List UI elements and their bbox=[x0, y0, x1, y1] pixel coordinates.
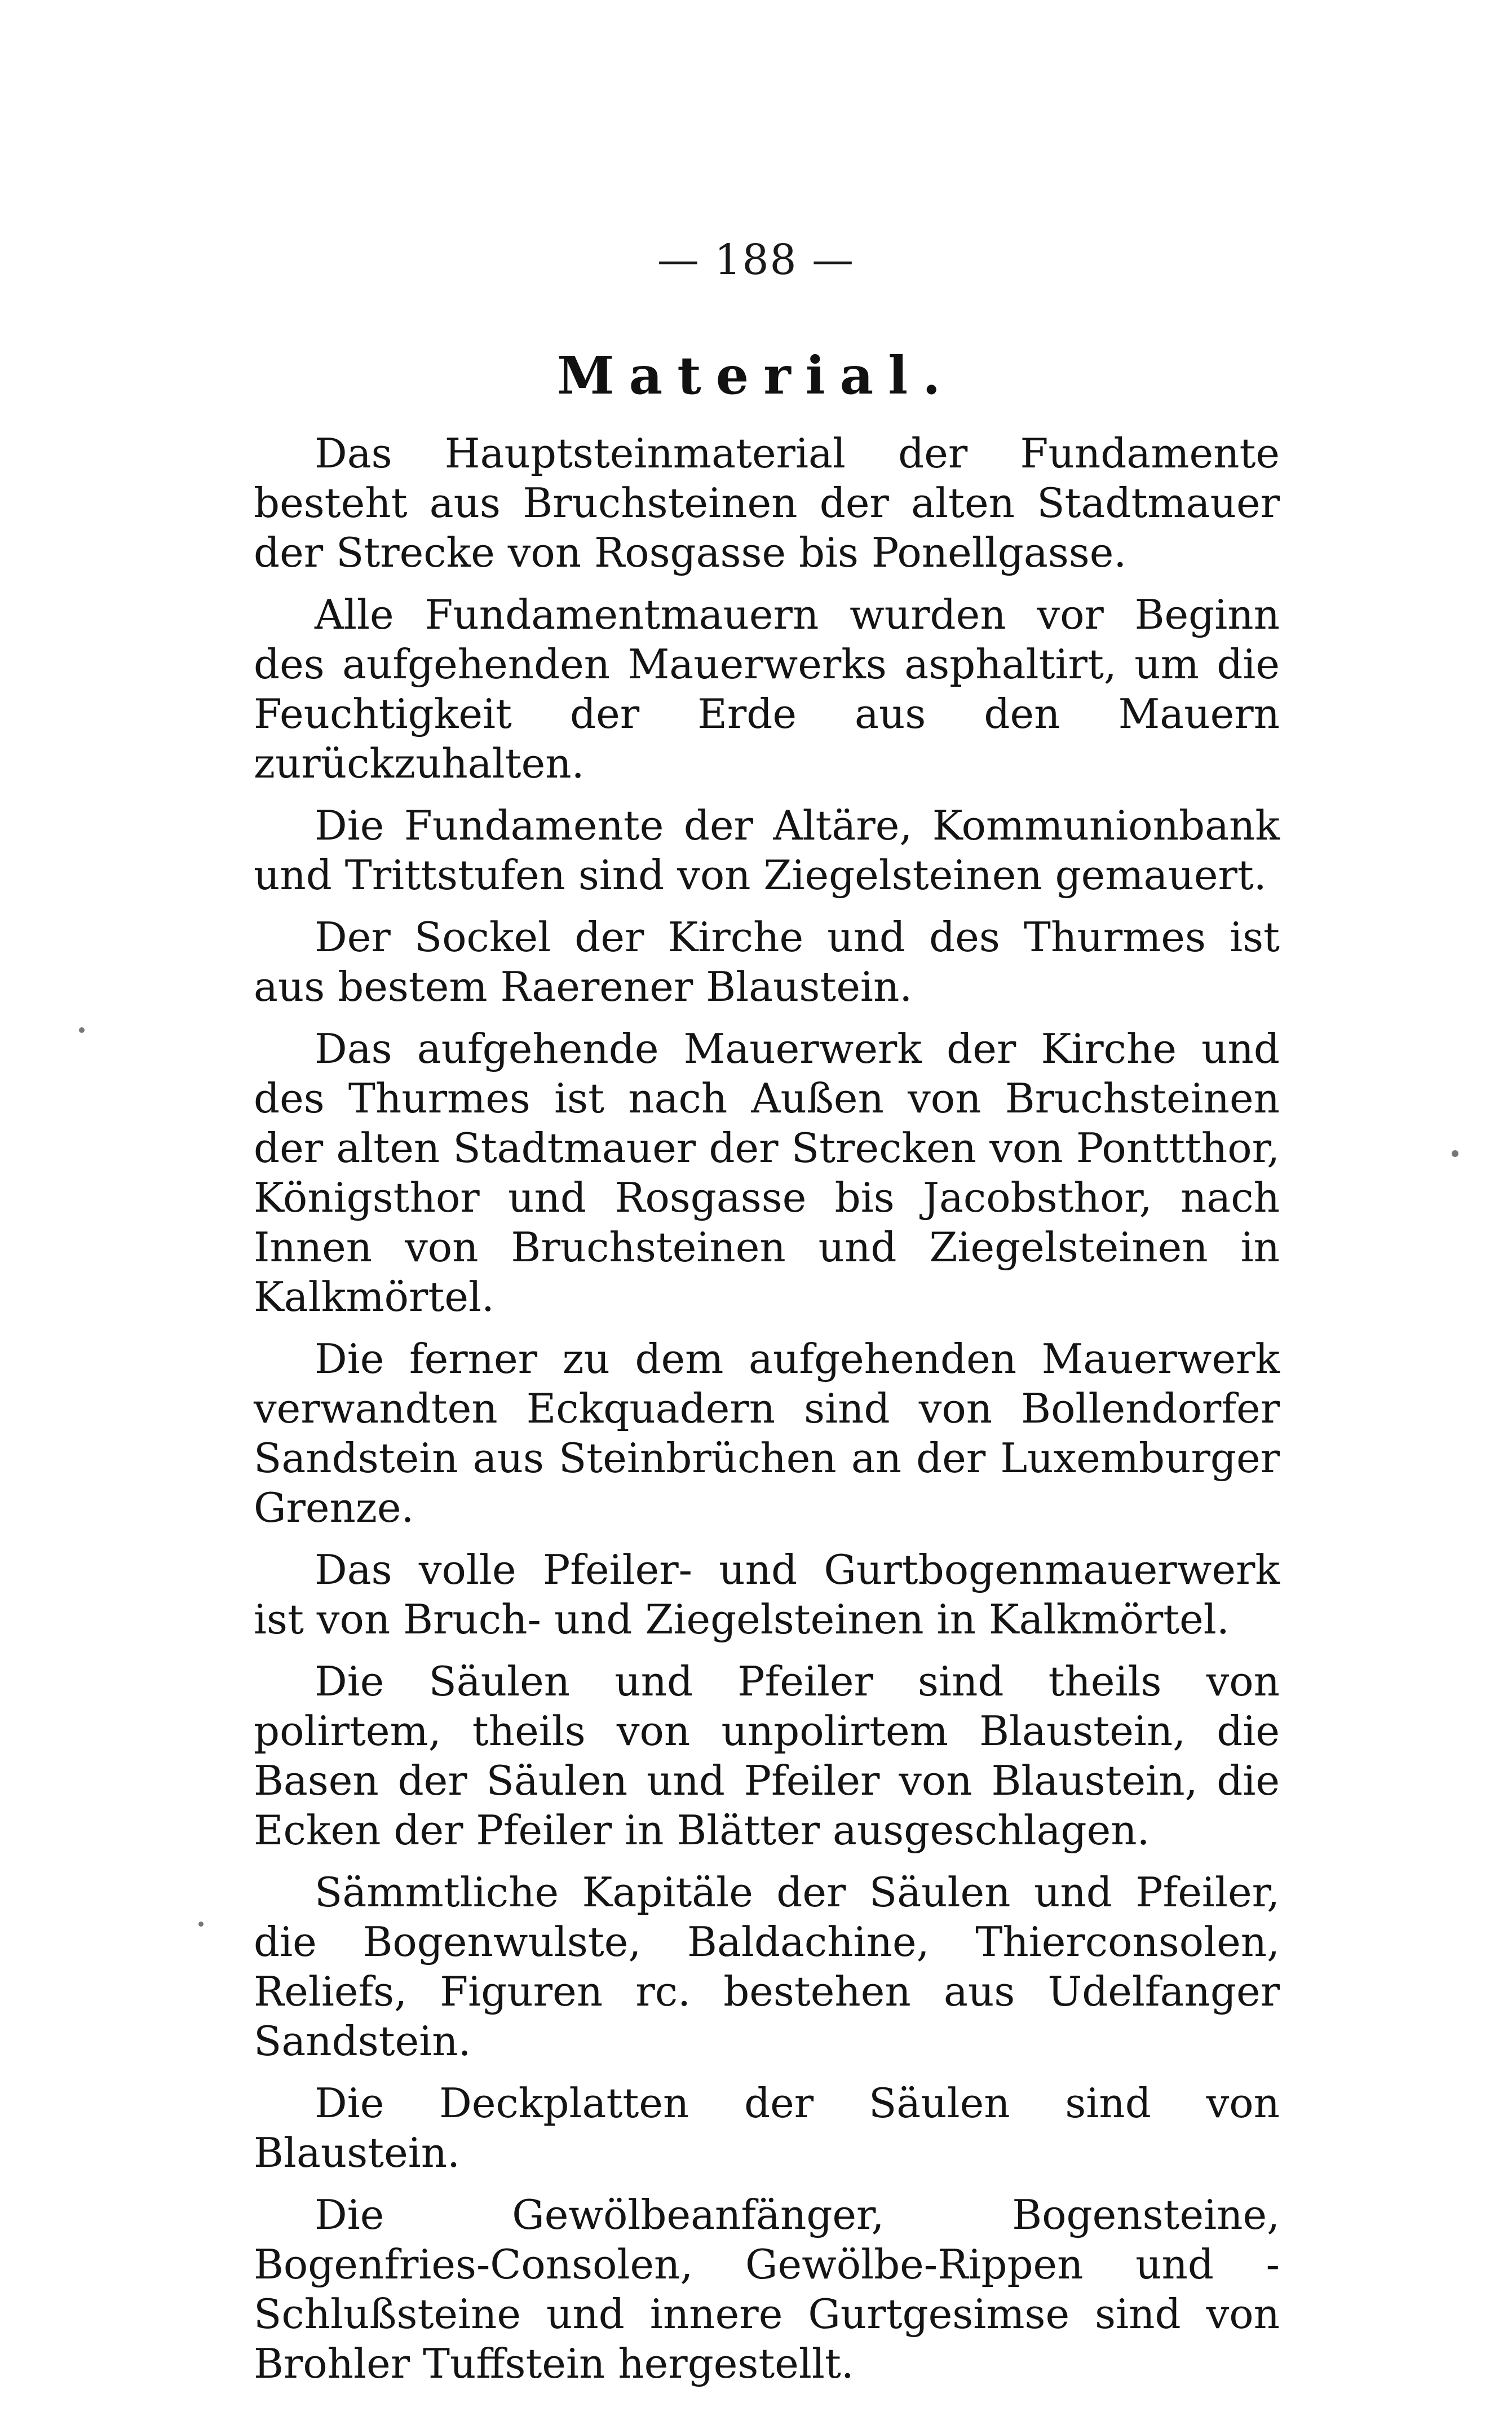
paragraph: Alle Fundamentmauern wurden vor Beginn des aufgehenden Mauerwerks asphaltirt, um die Feuchtigkeit der Erde aus den Mauern zurückzuhalten. bbox=[254, 591, 1280, 787]
paper-speck bbox=[79, 1027, 85, 1033]
page-number: — 188 — bbox=[657, 236, 855, 284]
paper-speck bbox=[1452, 1150, 1458, 1157]
paragraph: Die Fundamente der Altäre, Kommunionbank und Trittstufen sind von Ziegelsteinen gemauert. bbox=[254, 802, 1280, 899]
paragraph: Der Sockel der Kirche und des Thurmes ist aus bestem Raerener Blaustein. bbox=[254, 913, 1280, 1010]
body-text bbox=[254, 429, 1280, 2401]
paragraph: Die Deckplatten der Säulen sind von Blaustein. bbox=[254, 2079, 1280, 2176]
paragraph: Sämmtliche Kapitäle der Säulen und Pfeiler, die Bogenwulste, Baldachine, Thierconsolen, Reliefs, Figuren rc. bestehen aus Udelfanger Sandstein. bbox=[254, 1869, 1280, 2065]
paragraph: Das Hauptsteinmaterial der Fundamente besteht aus Bruchsteinen der alten Stadtmauer der Strecke von Rosgasse bis Ponellgasse. bbox=[254, 430, 1280, 576]
paragraph: Die Gewölbeanfänger, Bogensteine, Bogenfries-Consolen, Gewölbe-Rippen und -Schlußsteine und innere Gurtgesimse sind von Brohler Tuffstein hergestellt. bbox=[254, 2191, 1280, 2387]
paragraph: Das volle Pfeiler- und Gurtbogenmauerwerk ist von Bruch- und Ziegelsteinen in Kalkmörtel. bbox=[254, 1546, 1280, 1643]
paragraph: Die Säulen und Pfeiler sind theils von polirtem, theils von unpolirtem Blaustein, die Basen der Säulen und Pfeiler von Blaustein, die Ecken der Pfeiler in Blätter ausgeschlagen. bbox=[254, 1658, 1280, 1854]
paragraph: Die ferner zu dem aufgehenden Mauerwerk verwandten Eckquadern sind von Bollendorfer Sandstein aus Steinbrüchen an der Luxemburger Grenze. bbox=[254, 1335, 1280, 1531]
paper-speck bbox=[198, 1922, 204, 1927]
paragraph: Das aufgehende Mauerwerk der Kirche und des Thurmes ist nach Außen von Bruchsteinen der alten Stadtmauer der Strecken von Ponttthor, Königsthor und Rosgasse bis Jacobsthor, nach Innen von Bruchsteinen und Ziegelsteinen in Kalkmörtel. bbox=[254, 1025, 1280, 1321]
section-heading: Material. bbox=[556, 345, 956, 406]
